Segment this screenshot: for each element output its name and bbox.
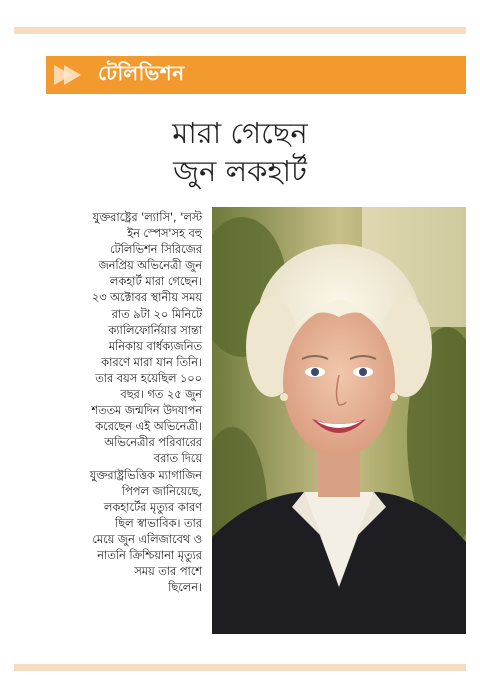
section-label: টেলিভিশন [98,60,185,85]
section-banner [46,56,466,94]
bottom-rule [14,664,466,671]
article-body: যুক্তরাষ্ট্রের 'ল্যাসি', 'লস্ট ইন স্পেস'সহ বহু টেলিভিশন সিরিজের জনপ্রিয় অভিনেত্রী জুন লকহার্ট মারা গেছেন। ২৩ অক্টোবর স্থানীয় সময় রাত ৯টা ২০ মিনিটে ক্যালিফোর্নিয়ার সান্তা মনিকায় বার্ধক্যজনিত কারণে মারা যান তিনি। তার বয়স হয়েছিল ১০০ বছর। গত ২৫ জুন শততম জন্মদিন উদযাপন করেছেন এই অভিনেত্রী। অভিনেত্রীর পরিবারের বরাত দিয়ে যুক্তরাষ্ট্রভিত্তিক ম্যাগাজিন পিপল জানিয়েছে, লকহার্টের মৃত্যুর কারণ ছিল স্বাভাবিক। তার মেয়ে জুন এলিজাবেথ ও নাতনি ক্রিশ্চিয়ানা মৃত্যুর সময় তার পাশে ছিলেন। [89,211,202,595]
portrait-photo [212,207,466,634]
headline-line-1: মারা গেছেন [172,116,308,150]
headline-line-2: জুন লকহার্ট [173,154,307,188]
top-rule [14,27,466,34]
play-arrow-icon [46,56,88,94]
